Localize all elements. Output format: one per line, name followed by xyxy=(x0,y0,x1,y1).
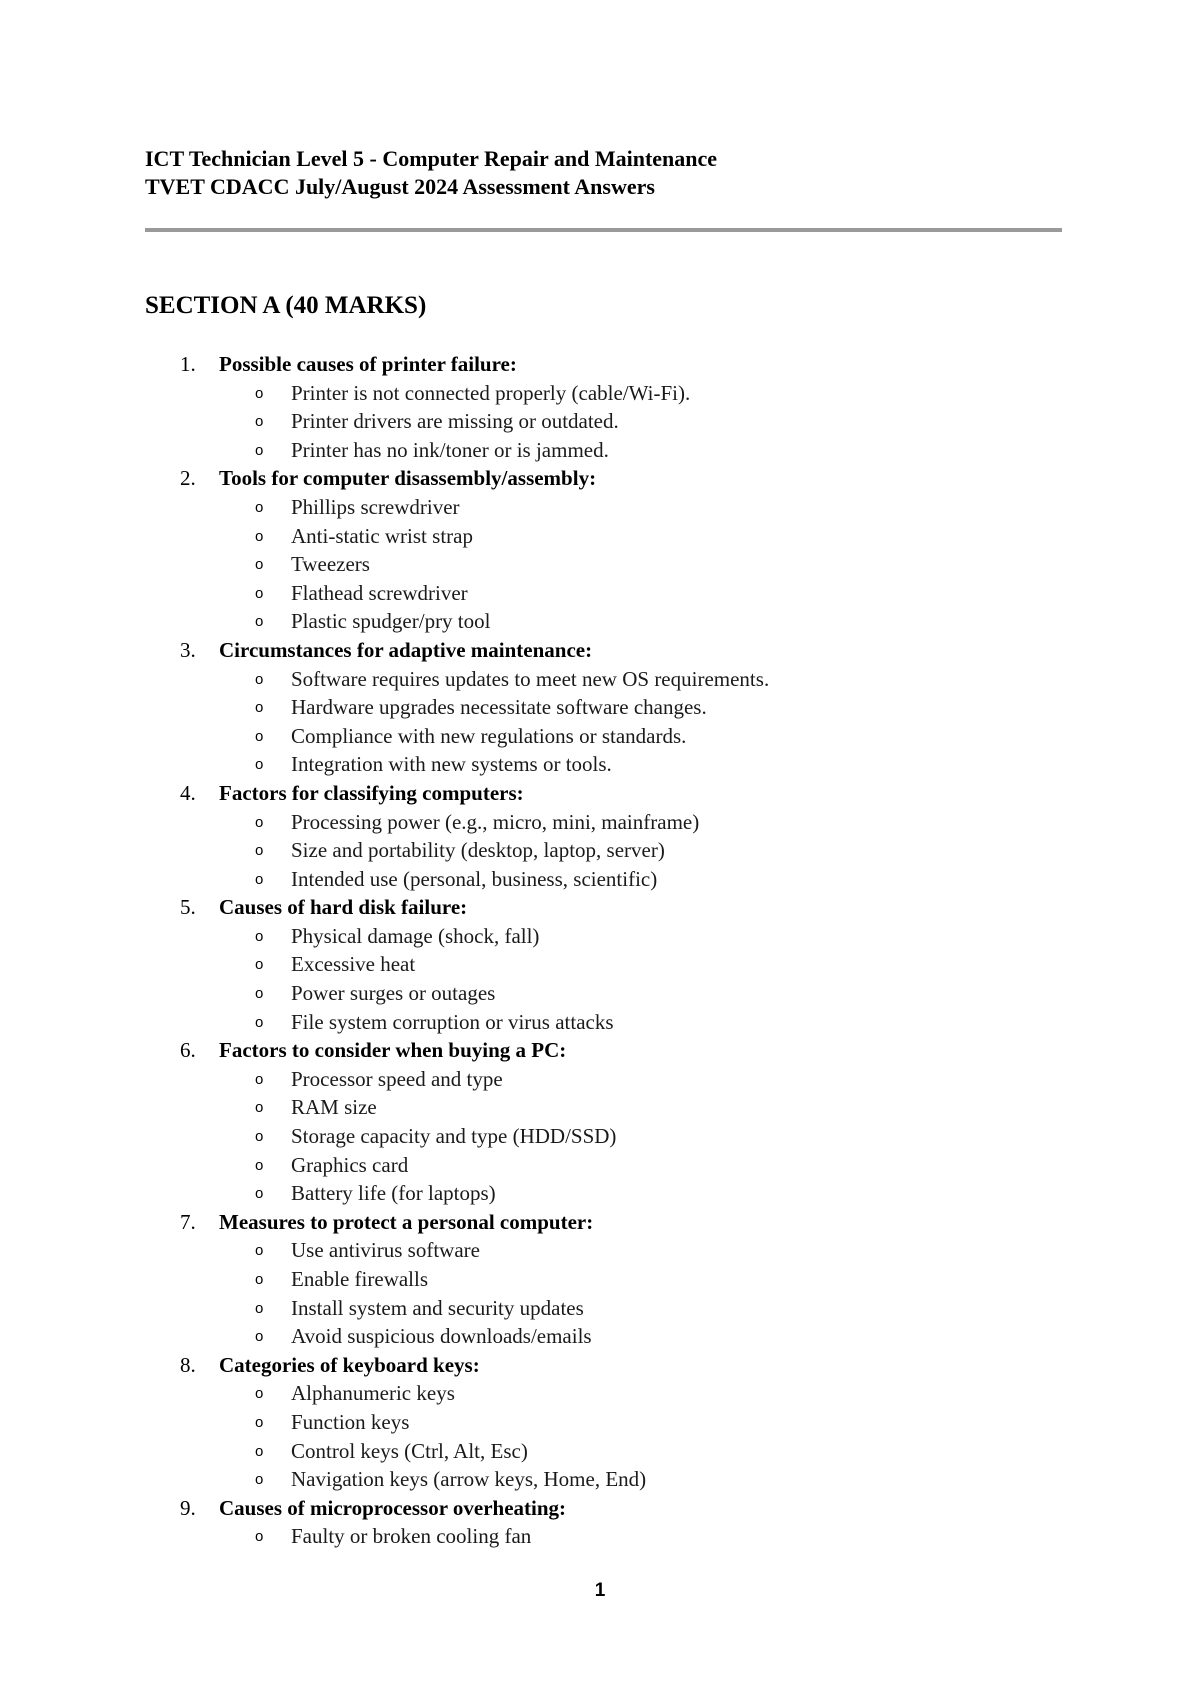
circle-bullet-icon: o xyxy=(255,870,264,888)
answer-item xyxy=(145,579,1065,608)
answer-text: Processor speed and type xyxy=(291,1066,503,1091)
answer-text: Printer has no ink/toner or is jammed. xyxy=(291,437,609,462)
answer-list xyxy=(145,922,1065,1036)
question-heading xyxy=(145,350,1065,379)
circle-bullet-icon: o xyxy=(255,842,264,860)
answer-item xyxy=(145,922,1065,951)
answer-text: Compliance with new regulations or standards. xyxy=(291,723,687,748)
circle-bullet-icon: o xyxy=(255,1299,264,1317)
answer-text: Power surges or outages xyxy=(291,981,496,1006)
answer-item xyxy=(145,1294,1065,1323)
section-title: SECTION A (40 MARKS) xyxy=(145,292,427,319)
question-title: Factors for classifying computers: xyxy=(219,780,524,805)
question-number: 3. xyxy=(180,637,196,662)
circle-bullet-icon: o xyxy=(255,1271,264,1288)
question-title: Factors to consider when buying a PC: xyxy=(219,1038,567,1063)
answer-list xyxy=(145,665,1065,779)
answer-text: Navigation keys (arrow keys, Home, End) xyxy=(291,1467,647,1492)
header-divider xyxy=(145,228,1062,232)
question-heading xyxy=(145,893,1065,922)
answer-item xyxy=(145,1465,1065,1494)
question-number: 4. xyxy=(180,780,196,805)
answer-item xyxy=(145,1065,1065,1094)
page-number: 1 xyxy=(594,1580,606,1601)
answer-item xyxy=(145,522,1065,551)
document-header xyxy=(145,145,1065,201)
answer-item xyxy=(145,379,1065,408)
question-number: 2. xyxy=(180,466,196,491)
answer-text: Software requires updates to meet new OS requirements. xyxy=(291,666,770,691)
question-heading xyxy=(145,1208,1065,1237)
circle-bullet-icon: o xyxy=(255,1242,264,1260)
answer-text: Phillips screwdriver xyxy=(291,494,460,519)
answer-item xyxy=(145,1008,1065,1037)
question-item xyxy=(145,1351,1065,1494)
answer-list xyxy=(145,1065,1065,1208)
header-title: ICT Technician Level 5 - Computer Repair and Maintenance xyxy=(145,146,718,171)
question-heading xyxy=(145,779,1065,808)
answer-item xyxy=(145,865,1065,894)
answer-item xyxy=(145,665,1065,694)
circle-bullet-icon: o xyxy=(255,1185,264,1203)
answer-text: Anti-static wrist strap xyxy=(291,523,473,548)
circle-bullet-icon: o xyxy=(255,813,264,831)
question-number: 9. xyxy=(180,1495,196,1520)
answer-text: File system corruption or virus attacks xyxy=(291,1009,614,1034)
circle-bullet-icon: o xyxy=(255,985,264,1003)
answer-text: Graphics card xyxy=(291,1152,409,1177)
question-number: 5. xyxy=(180,895,196,920)
answer-text: Flathead screwdriver xyxy=(291,580,468,605)
circle-bullet-icon: o xyxy=(255,756,264,774)
circle-bullet-icon: o xyxy=(255,1013,264,1031)
answer-item xyxy=(145,836,1065,865)
circle-bullet-icon: o xyxy=(255,413,264,431)
answer-item xyxy=(145,1265,1065,1294)
answer-text: Intended use (personal, business, scientific) xyxy=(291,866,658,891)
circle-bullet-icon: o xyxy=(255,1442,264,1460)
question-heading xyxy=(145,1351,1065,1380)
answer-text: Alphanumeric keys xyxy=(291,1381,455,1406)
answer-item xyxy=(145,1122,1065,1151)
answer-text: Printer is not connected properly (cable/Wi-Fi). xyxy=(291,380,691,405)
answer-item xyxy=(145,607,1065,636)
circle-bullet-icon: o xyxy=(255,727,264,745)
question-item xyxy=(145,636,1065,779)
answer-text: Integration with new systems or tools. xyxy=(291,752,612,777)
question-number: 1. xyxy=(180,352,196,376)
question-title: Possible causes of printer failure: xyxy=(219,352,517,376)
question-item xyxy=(145,350,1065,464)
question-title: Causes of microprocessor overheating: xyxy=(219,1495,567,1520)
circle-bullet-icon: o xyxy=(255,527,264,545)
answer-list xyxy=(145,379,1065,465)
answer-item xyxy=(145,1379,1065,1408)
question-title: Categories of keyboard keys: xyxy=(219,1352,480,1377)
answer-list xyxy=(145,1379,1065,1493)
answer-item xyxy=(145,1322,1065,1351)
answer-item xyxy=(145,1179,1065,1208)
question-title: Tools for computer disassembly/assembly: xyxy=(219,466,597,491)
answer-text: Use antivirus software xyxy=(291,1238,480,1263)
circle-bullet-icon: o xyxy=(255,1128,264,1146)
circle-bullet-icon: o xyxy=(255,384,264,402)
answer-item xyxy=(145,1093,1065,1122)
circle-bullet-icon: o xyxy=(255,584,264,602)
circle-bullet-icon: o xyxy=(255,441,264,459)
question-item xyxy=(145,779,1065,893)
answer-text: Plastic spudger/pry tool xyxy=(291,609,491,634)
question-item xyxy=(145,1494,1065,1551)
answer-text: Hardware upgrades necessitate software changes. xyxy=(291,695,707,720)
circle-bullet-icon: o xyxy=(255,1156,264,1174)
circle-bullet-icon: o xyxy=(255,1099,264,1117)
circle-bullet-icon: o xyxy=(255,699,264,717)
answer-item xyxy=(145,407,1065,436)
circle-bullet-icon: o xyxy=(255,613,264,631)
answer-text: Excessive heat xyxy=(291,952,416,977)
circle-bullet-icon: o xyxy=(255,670,264,688)
question-item xyxy=(145,1208,1065,1351)
answer-text: RAM size xyxy=(291,1095,377,1120)
answer-text: Avoid suspicious downloads/emails xyxy=(291,1324,592,1349)
question-item xyxy=(145,464,1065,636)
answer-text: Storage capacity and type (HDD/SSD) xyxy=(291,1124,617,1149)
question-heading xyxy=(145,464,1065,493)
circle-bullet-icon: o xyxy=(255,956,264,974)
answer-item xyxy=(145,1151,1065,1180)
answer-text: Battery life (for laptops) xyxy=(291,1181,496,1206)
question-title: Circumstances for adaptive maintenance: xyxy=(219,637,593,662)
answer-list xyxy=(145,1522,1065,1551)
question-number: 7. xyxy=(180,1209,196,1234)
answer-text: Function keys xyxy=(291,1409,410,1434)
answer-item xyxy=(145,750,1065,779)
circle-bullet-icon: o xyxy=(255,927,264,945)
question-heading xyxy=(145,1494,1065,1523)
circle-bullet-icon: o xyxy=(255,1070,264,1088)
question-list xyxy=(145,350,1065,1551)
answer-text: Install system and security updates xyxy=(291,1295,584,1320)
question-heading xyxy=(145,636,1065,665)
answer-text: Control keys (Ctrl, Alt, Esc) xyxy=(291,1438,528,1463)
answer-item xyxy=(145,979,1065,1008)
answer-text: Faulty or broken cooling fan xyxy=(291,1524,532,1549)
answer-item xyxy=(145,1236,1065,1265)
circle-bullet-icon: o xyxy=(255,1413,264,1431)
circle-bullet-icon: o xyxy=(255,556,264,574)
answer-item xyxy=(145,722,1065,751)
circle-bullet-icon: o xyxy=(255,1528,264,1546)
answer-item xyxy=(145,436,1065,465)
circle-bullet-icon: o xyxy=(255,1385,264,1403)
answer-item xyxy=(145,808,1065,837)
answer-item xyxy=(145,693,1065,722)
header-subtitle: TVET CDACC July/August 2024 Assessment Answers xyxy=(145,174,655,199)
question-heading xyxy=(145,1036,1065,1065)
answer-item xyxy=(145,950,1065,979)
answer-item xyxy=(145,550,1065,579)
question-number: 6. xyxy=(180,1038,196,1063)
question-number: 8. xyxy=(180,1352,196,1377)
answer-item xyxy=(145,1437,1065,1466)
question-title: Measures to protect a personal computer: xyxy=(219,1209,594,1234)
question-item xyxy=(145,893,1065,1036)
answer-item xyxy=(145,493,1065,522)
answer-text: Processing power (e.g., micro, mini, mainframe) xyxy=(291,809,700,834)
answer-text: Enable firewalls xyxy=(291,1267,429,1291)
circle-bullet-icon: o xyxy=(255,1328,264,1346)
answer-list xyxy=(145,493,1065,636)
answer-text: Printer drivers are missing or outdated. xyxy=(291,409,619,434)
question-item xyxy=(145,1036,1065,1208)
question-title: Causes of hard disk failure: xyxy=(219,895,468,920)
answer-text: Size and portability (desktop, laptop, server) xyxy=(291,838,665,863)
answer-text: Tweezers xyxy=(291,552,370,577)
answer-list xyxy=(145,808,1065,894)
circle-bullet-icon: o xyxy=(255,1471,264,1489)
answer-list xyxy=(145,1236,1065,1350)
answer-item xyxy=(145,1522,1065,1551)
answer-text: Physical damage (shock, fall) xyxy=(291,923,540,948)
answer-item xyxy=(145,1408,1065,1437)
circle-bullet-icon: o xyxy=(255,498,264,516)
